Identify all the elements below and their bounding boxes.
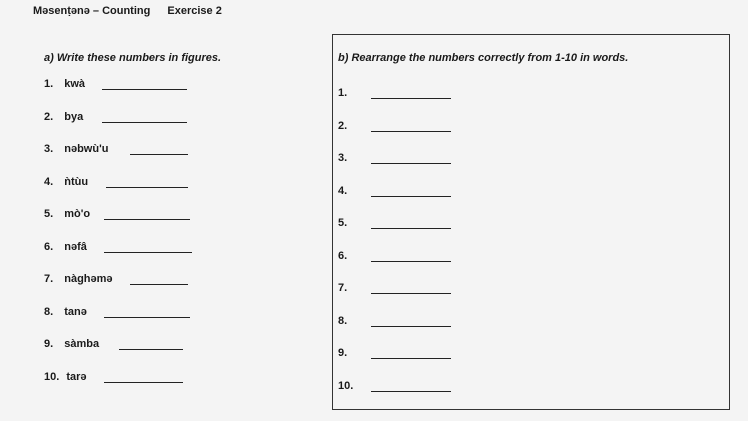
section-a-heading: a) Write these numbers in figures. [44, 52, 222, 64]
item-number: 10. [338, 379, 354, 392]
item-word: sàmba [64, 338, 100, 350]
item-word: tarə [66, 370, 87, 383]
list-item [44, 78, 324, 111]
list-item [44, 176, 324, 209]
list-item [338, 87, 538, 120]
section-b-list [338, 87, 538, 412]
list-item [338, 282, 538, 315]
item-number: 10. [44, 370, 60, 383]
list-item [338, 250, 538, 283]
item-word: tanə [64, 305, 87, 318]
list-item [44, 241, 324, 274]
item-word: nàghəmə [64, 273, 113, 285]
answer-blank[interactable] [104, 219, 190, 220]
item-number: 4. [44, 175, 54, 188]
answer-blank[interactable] [371, 228, 451, 229]
item-word: nəbwù'u [64, 143, 109, 155]
item-number: 4. [338, 184, 348, 197]
answer-blank[interactable] [371, 293, 451, 294]
list-item [338, 185, 538, 218]
answer-blank[interactable] [371, 163, 451, 164]
item-number: 9. [44, 338, 54, 350]
list-item [338, 380, 538, 413]
list-item [338, 347, 538, 380]
answer-blank[interactable] [371, 326, 451, 327]
item-number: 3. [338, 152, 348, 164]
answer-blank[interactable] [119, 349, 183, 350]
exercise-label: Exercise 2 [167, 5, 222, 17]
list-item [338, 217, 538, 250]
item-number: 1. [338, 87, 348, 99]
answer-blank[interactable] [130, 154, 188, 155]
list-item [44, 306, 324, 339]
answer-blank[interactable] [102, 122, 187, 123]
item-word: mò'o [64, 208, 91, 220]
answer-blank[interactable] [371, 131, 451, 132]
item-number: 7. [44, 273, 54, 285]
answer-blank[interactable] [371, 358, 451, 359]
answer-blank[interactable] [104, 382, 183, 383]
list-item [44, 338, 324, 371]
item-word: bya [64, 110, 84, 123]
item-number: 3. [44, 143, 54, 155]
title-text: Məsenṭənə – Counting [33, 5, 151, 17]
answer-blank[interactable] [104, 317, 190, 318]
item-number: 6. [44, 240, 54, 253]
list-item [338, 120, 538, 153]
answer-blank[interactable] [371, 391, 451, 392]
item-number: 7. [338, 282, 348, 294]
section-b-heading: b) Rearrange the numbers correctly from 1-10 in words. [338, 52, 629, 64]
list-item [44, 273, 324, 306]
list-item [44, 111, 324, 144]
item-number: 2. [338, 119, 348, 132]
section-a [44, 52, 324, 403]
page-title [33, 5, 222, 17]
list-item [44, 371, 324, 404]
answer-blank[interactable] [104, 252, 192, 253]
list-item [44, 143, 324, 176]
item-number: 6. [338, 249, 348, 262]
item-word: kwà [64, 78, 86, 90]
section-b-box [332, 34, 730, 410]
answer-blank[interactable] [102, 89, 187, 90]
item-number: 8. [44, 305, 54, 318]
answer-blank[interactable] [371, 261, 451, 262]
item-number: 1. [44, 78, 54, 90]
list-item [338, 152, 538, 185]
item-number: 5. [44, 208, 54, 220]
answer-blank[interactable] [106, 187, 188, 188]
item-number: 8. [338, 314, 348, 327]
item-number: 2. [44, 110, 54, 123]
item-number: 9. [338, 347, 348, 359]
item-number: 5. [338, 217, 348, 229]
item-word: ǹtùu [64, 175, 89, 188]
list-item [44, 208, 324, 241]
answer-blank[interactable] [371, 196, 451, 197]
item-word: nəfâ [64, 240, 87, 253]
answer-blank[interactable] [371, 98, 451, 99]
answer-blank[interactable] [130, 284, 188, 285]
list-item [338, 315, 538, 348]
